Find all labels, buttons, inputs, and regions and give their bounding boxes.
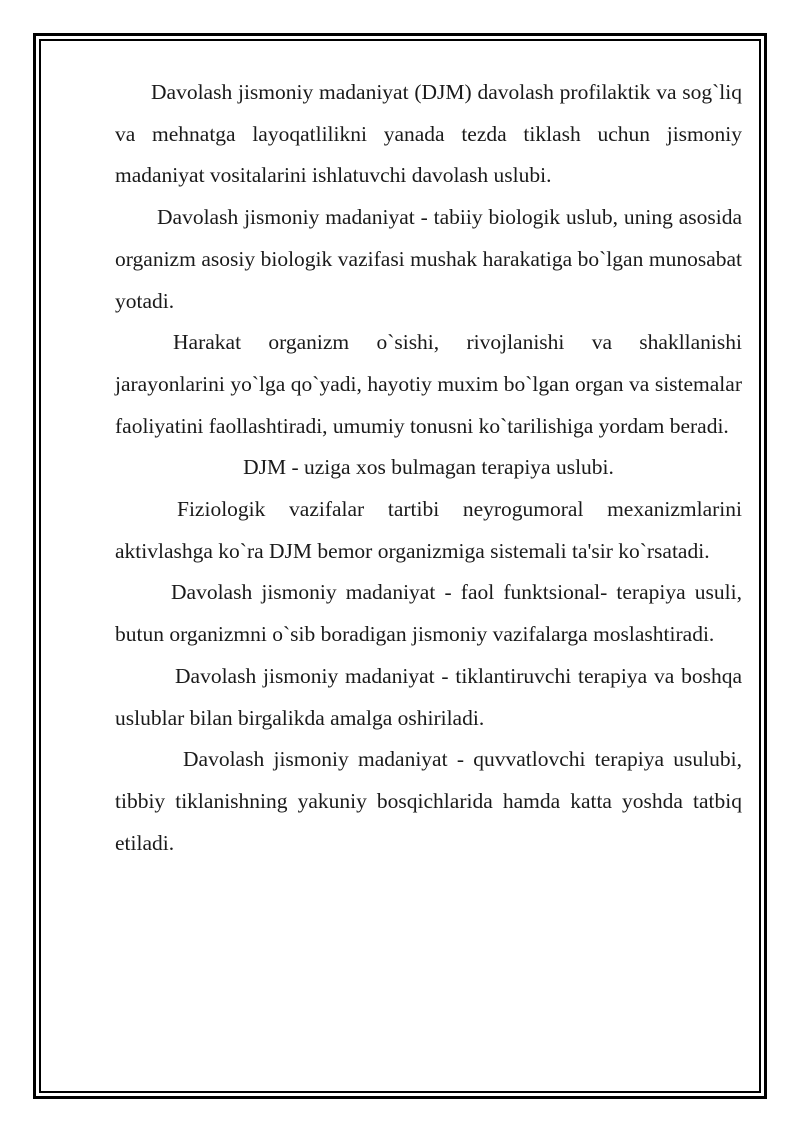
- paragraph-5: Fiziologik vazifalar tartibi neyrogumoral mexanizmlarini aktivlashga ko`ra DJM bemor organizmiga sistemali ta'sir ko`rsatadi.: [115, 497, 742, 563]
- paragraph-1: Davolash jismoniy madaniyat (DJM) davolash profilaktik va sog`liq va mehnatga layoqatlilikni yanada tezda tiklash uchun jismoniy madaniyat vositalarini ishlatuvchi davolash uslubi.: [115, 80, 742, 188]
- document-body: [115, 72, 742, 864]
- paragraph-7: Davolash jismoniy madaniyat - tiklantiruvchi terapiya va boshqa uslublar bilan birgalikda amalga oshiriladi.: [115, 663, 742, 730]
- paragraph-4: DJM - uziga xos bulmagan terapiya uslubi.: [243, 455, 614, 480]
- paragraph-6: Davolash jismoniy madaniyat - faol funktsional- terapiya usuli, butun organizmni o`sib boradigan jismoniy vazifalarga moslashtiradi.: [115, 580, 742, 647]
- paragraph-8: Davolash jismoniy madaniyat - quvvatlovchi terapiya usulubi, tibbiy tiklanishning yakuniy bosqichlarida hamda katta yoshda tatbiq etiladi.: [115, 747, 742, 855]
- paragraph-2: Davolash jismoniy madaniyat - tabiiy biologik uslub, uning asosida organizm asosiy biologik vazifasi mushak harakatiga bo`lgan munosabat yotadi.: [115, 205, 742, 313]
- paragraph-3: Harakat organizm o`sishi, rivojlanishi va shakllanishi jarayonlarini yo`lga qo`yadi, hayotiy muxim bo`lgan organ va sistemalar faoliyatini faollashtiradi, umumiy tonusni ko`tarilishiga yordam beradi.: [115, 330, 742, 438]
